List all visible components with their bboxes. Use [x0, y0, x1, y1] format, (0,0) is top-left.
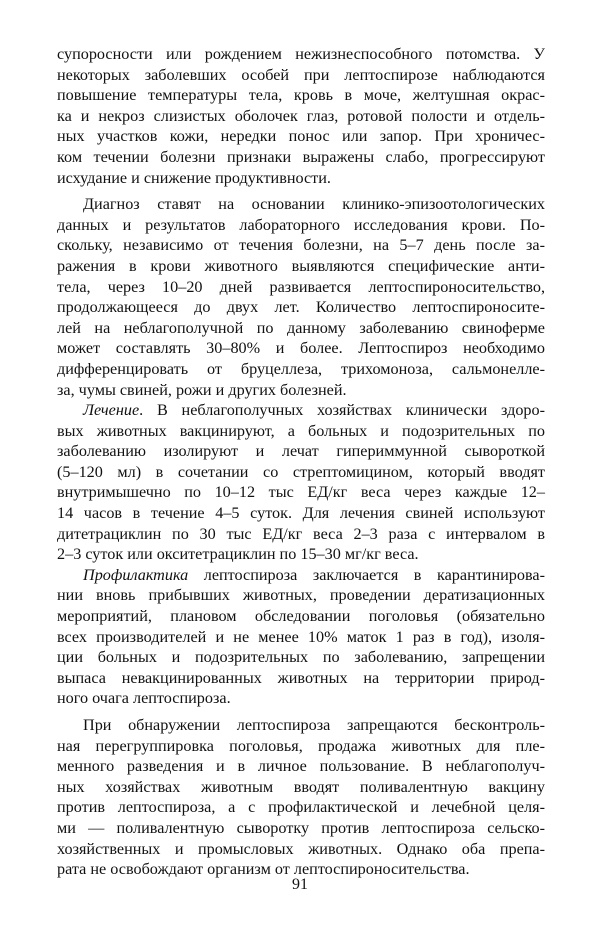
- text-line: дитетрациклин по 30 тыс ЕД/кг веса 2–3 раза с интервалом в: [57, 524, 545, 543]
- text-line: хозяйственных и промысловых животных. Однако оба препа-: [57, 839, 545, 858]
- text-line: супоросности или рождением нежизнеспособного потомства. У: [57, 45, 545, 63]
- text-line: скольку, независимо от течения болезни, на 5–7 день после за-: [57, 236, 545, 255]
- text-line: Диагноз ставят на основании клинико-эпизоотологических: [83, 195, 545, 214]
- text-line: 2–3 суток или окситетрациклин по 15–30 мг/кг веса.: [57, 545, 419, 564]
- text-line: 14 часов в течение 4–5 суток. Для лечения свиней используют: [57, 504, 545, 523]
- section-lead-prevention: Профилактика: [83, 565, 189, 584]
- text-line: дифференцировать от бруцеллеза, трихомоноза, сальмонелле-: [57, 359, 545, 378]
- text-line: ных участков кожи, нередки понос или запор. При хроничес-: [57, 127, 545, 146]
- text-line: против лептоспироза, а с профилактической и лечебной целя-: [57, 798, 545, 817]
- text-line: [57, 565, 545, 586]
- text-line: внутримышечно по 10–12 тыс ЕД/кг веса через каждые 12–: [57, 483, 545, 502]
- text-line: всех производителей и не менее 10% маток 1 раз в год), изоля-: [57, 627, 545, 646]
- text-line: исхудание и снижение продуктивности.: [57, 168, 331, 187]
- text-line: за, чумы свиней, рожи и других болезней.: [57, 380, 347, 399]
- text-line: ка и некроз слизистых оболочек глаз, ротовой полости и отдель-: [57, 106, 545, 125]
- text-line: менного разведения и в личное пользование. В неблагополуч-: [57, 757, 545, 776]
- text-line: ная перегруппировка поголовья, продажа животных для пле-: [57, 736, 545, 755]
- text-line: ми — поливалентную сыворотку против лептоспироза сельско-: [57, 818, 545, 837]
- text-line: ного очага лептоспироза.: [57, 689, 231, 708]
- text-line: рата не освобождают организм от лептоспироносительства.: [57, 860, 470, 879]
- text-line: нии вновь прибывших животных, проведении дератизационных: [57, 586, 545, 605]
- text-line: тела, через 10–20 дней развивается лептоспироносительство,: [57, 277, 545, 296]
- text-line: лей на неблагополучной по данному заболеванию свиноферме: [57, 318, 545, 337]
- text-line: При обнаружении лептоспироза запрещаются бесконтроль-: [83, 716, 545, 734]
- paragraph: [57, 715, 545, 880]
- text-line: вых животных вакцинируют, а больных и подозрительных по: [57, 421, 545, 440]
- text-line: выпаса невакцинированных животных на территории природ-: [57, 668, 545, 687]
- text-run: лептоспироза заключается в карантинирова-: [188, 565, 545, 584]
- paragraph: [57, 194, 545, 400]
- text-line: заболеванию изолируют и лечат гипериммунной сывороткой: [57, 442, 545, 461]
- text-line: ных хозяйствах животным вводят поливалентную вакцину: [57, 777, 545, 796]
- text-line: [57, 400, 545, 421]
- page-body: [57, 44, 545, 880]
- paragraph: [57, 400, 545, 565]
- paragraph: [57, 44, 545, 188]
- text-line: данных и результатов лабораторного исследования крови. По-: [57, 215, 545, 234]
- text-line: повышение температуры тела, кровь в моче, желтушная окрас-: [57, 86, 545, 105]
- text-line: мероприятий, плановом обследовании поголовья (обязательно: [57, 607, 545, 626]
- text-line: ции больных и подозрительных по заболеванию, запрещении: [57, 648, 545, 667]
- text-line: ражения в крови животного выявляются специфические анти-: [57, 256, 545, 275]
- paragraph: [57, 565, 545, 709]
- text-line: может составлять 30–80% и более. Лептоспироз необходимо: [57, 339, 545, 358]
- text-run: . В неблагополучных хозяйствах клинически здоро-: [139, 401, 545, 420]
- text-line: продолжающееся до двух лет. Количество лептоспироносите-: [57, 298, 545, 317]
- text-line: (5–120 мл) в сочетании со стрептомицином, который вводят: [57, 462, 545, 481]
- text-line: ком течении болезни признаки выражены слабо, прогрессируют: [57, 147, 545, 166]
- page-number: 91: [292, 876, 308, 893]
- text-line: некоторых заболевших особей при лептоспирозе наблюдаются: [57, 65, 545, 84]
- section-lead-treatment: Лечение: [83, 401, 140, 420]
